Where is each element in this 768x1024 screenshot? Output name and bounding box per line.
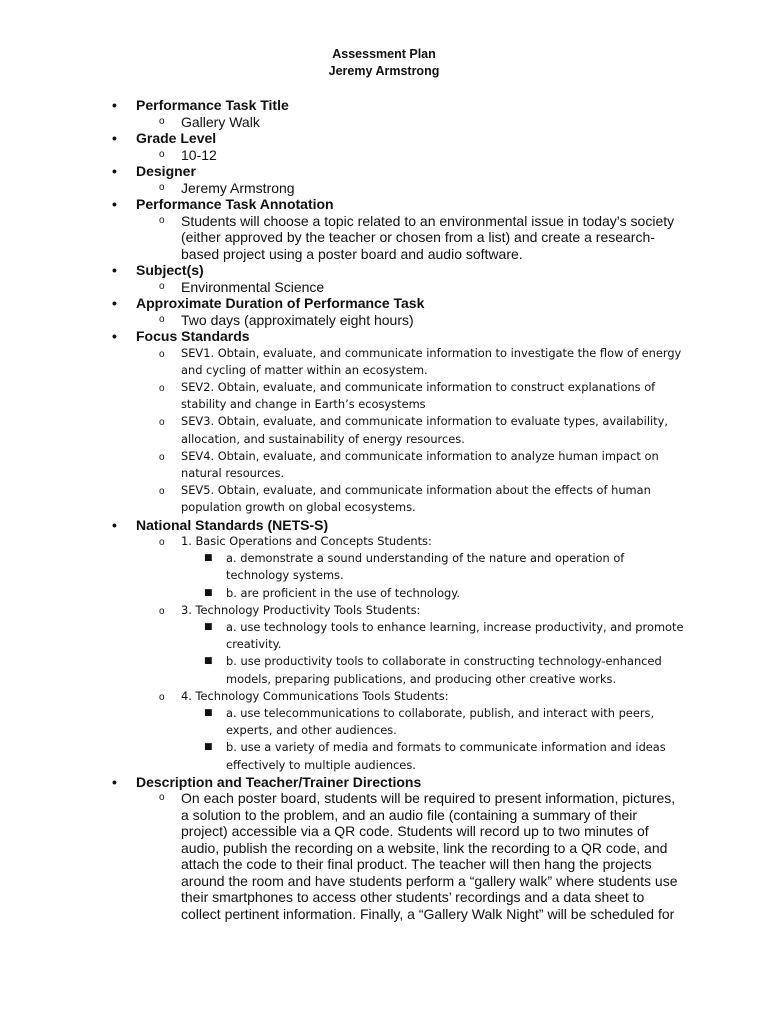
square-bullet-icon: ■ xyxy=(204,742,213,753)
bullet-icon: • xyxy=(112,163,117,179)
bullet-icon: • xyxy=(112,773,117,790)
standard-item: o SEV5. Obtain, evaluate, and communicate information about the effects of human population growth on global ecosystems. xyxy=(159,483,651,515)
standard-item: o SEV1. Obtain, evaluate, and communicate information to investigate the flow of energy and cycling of matter within an ecosystem. xyxy=(159,345,682,377)
section-heading-description: • Description and Teacher/Trainer Directions xyxy=(112,773,422,790)
standard-item: o SEV2. Obtain, evaluate, and communicate information to construct explanations of stability and change in Earth’s ecosystems xyxy=(159,379,656,412)
circle-bullet-icon: o xyxy=(159,280,165,292)
standard-subitem: ■ a. use technology tools to enhance learning, increase productivity, and promote creativity. xyxy=(204,620,684,652)
circle-bullet-icon: o xyxy=(159,605,165,617)
section-heading-subjects: • Subject(s) xyxy=(112,262,204,278)
standard-group: o 3. Technology Productivity Tools Students: xyxy=(0,602,768,619)
square-bullet-icon: ■ xyxy=(204,656,213,667)
circle-bullet-icon: o xyxy=(159,313,165,325)
document-author: Jeremy Armstrong xyxy=(328,64,440,78)
document-body xyxy=(0,97,768,922)
section-item: o Environmental Science xyxy=(159,278,325,295)
section-item: o On each poster board, students will be required to present information, pictures, a solution to the problem, and an audio file (containing a summary of their project) accessible via a QR code. Students will record up to two minutes of audio, publish the recording on a website, link the recording to a QR code, and attach the code to their final product. The teacher will then hang the projects around the room and have students perform a “gallery walk” where students use their smartphones to access other students’ recordings and a data sheet to collect pertinent information. Finally, a “Gallery Walk Night” will be scheduled for xyxy=(159,790,678,922)
square-bullet-icon: ■ xyxy=(204,553,213,564)
bullet-icon: • xyxy=(112,196,117,212)
square-bullet-icon: ■ xyxy=(204,708,213,719)
circle-bullet-icon: o xyxy=(159,181,165,193)
section-heading-designer: • Designer xyxy=(112,163,196,179)
circle-bullet-icon: o xyxy=(159,451,165,463)
circle-bullet-icon: o xyxy=(159,417,165,429)
section-item: o Two days (approximately eight hours) xyxy=(159,311,414,328)
circle-bullet-icon: o xyxy=(159,115,165,127)
section-item: o 10-12 xyxy=(159,146,217,163)
circle-bullet-icon: o xyxy=(159,214,165,226)
section-heading-task-title: • Performance Task Title xyxy=(112,97,289,113)
circle-bullet-icon: o xyxy=(159,486,165,498)
section-heading-duration: • Approximate Duration of Performance Task xyxy=(112,295,425,311)
circle-bullet-icon: o xyxy=(159,348,165,360)
section-item: o Students will choose a topic related to an environmental issue in today’s society (either approved by the teacher or chosen from a list) and create a research-based project using a poster board and audio software. xyxy=(159,212,675,262)
section-item: o Gallery Walk xyxy=(159,113,260,130)
standard-subitem: ■ a. use telecommunications to collaborate, publish, and interact with peers, experts, and other audiences. xyxy=(204,706,655,738)
standard-subitem: ■ a. demonstrate a sound understanding of the nature and operation of technology systems. xyxy=(204,551,625,583)
standard-item: o SEV3. Obtain, evaluate, and communicate information to evaluate types, availability, allocation, and sustainability of energy resources. xyxy=(159,414,668,446)
circle-bullet-icon: o xyxy=(159,382,165,394)
bullet-icon: • xyxy=(112,328,117,344)
bullet-icon: • xyxy=(112,97,117,113)
bullet-icon: • xyxy=(112,516,117,533)
standard-item: o SEV4. Obtain, evaluate, and communicate information to analyze human impact on natural resources. xyxy=(159,448,659,480)
square-bullet-icon: ■ xyxy=(204,587,213,598)
circle-bullet-icon: o xyxy=(159,537,165,549)
document-header xyxy=(0,46,768,80)
section-heading-annotation: • Performance Task Annotation xyxy=(112,196,334,212)
circle-bullet-icon: o xyxy=(159,148,165,160)
standard-subitem: ■ b. use a variety of media and formats to communicate information and ideas effectively to multiple audiences. xyxy=(204,740,666,772)
standard-subitem: ■ b. are proficient in the use of technology. xyxy=(0,585,768,602)
section-heading-grade-level: • Grade Level xyxy=(112,130,217,146)
section-heading-focus-standards: • Focus Standards xyxy=(112,328,250,344)
bullet-icon: • xyxy=(112,130,117,146)
bullet-icon: • xyxy=(112,295,117,311)
section-item: o Jeremy Armstrong xyxy=(159,179,295,196)
standard-group: o 4. Technology Communications Tools Students: xyxy=(0,688,768,705)
square-bullet-icon: ■ xyxy=(204,622,213,633)
standard-subitem: ■ b. use productivity tools to collaborate in constructing technology-enhanced models, preparing publications, and producing other creative works. xyxy=(204,654,662,686)
document-title: Assessment Plan xyxy=(332,47,436,61)
section-heading-national-standards: • National Standards (NETS-S) xyxy=(112,516,329,533)
circle-bullet-icon: o xyxy=(159,691,165,703)
standard-group: o 1. Basic Operations and Concepts Students: xyxy=(0,533,768,550)
circle-bullet-icon: o xyxy=(159,792,165,804)
bullet-icon: • xyxy=(112,262,117,278)
